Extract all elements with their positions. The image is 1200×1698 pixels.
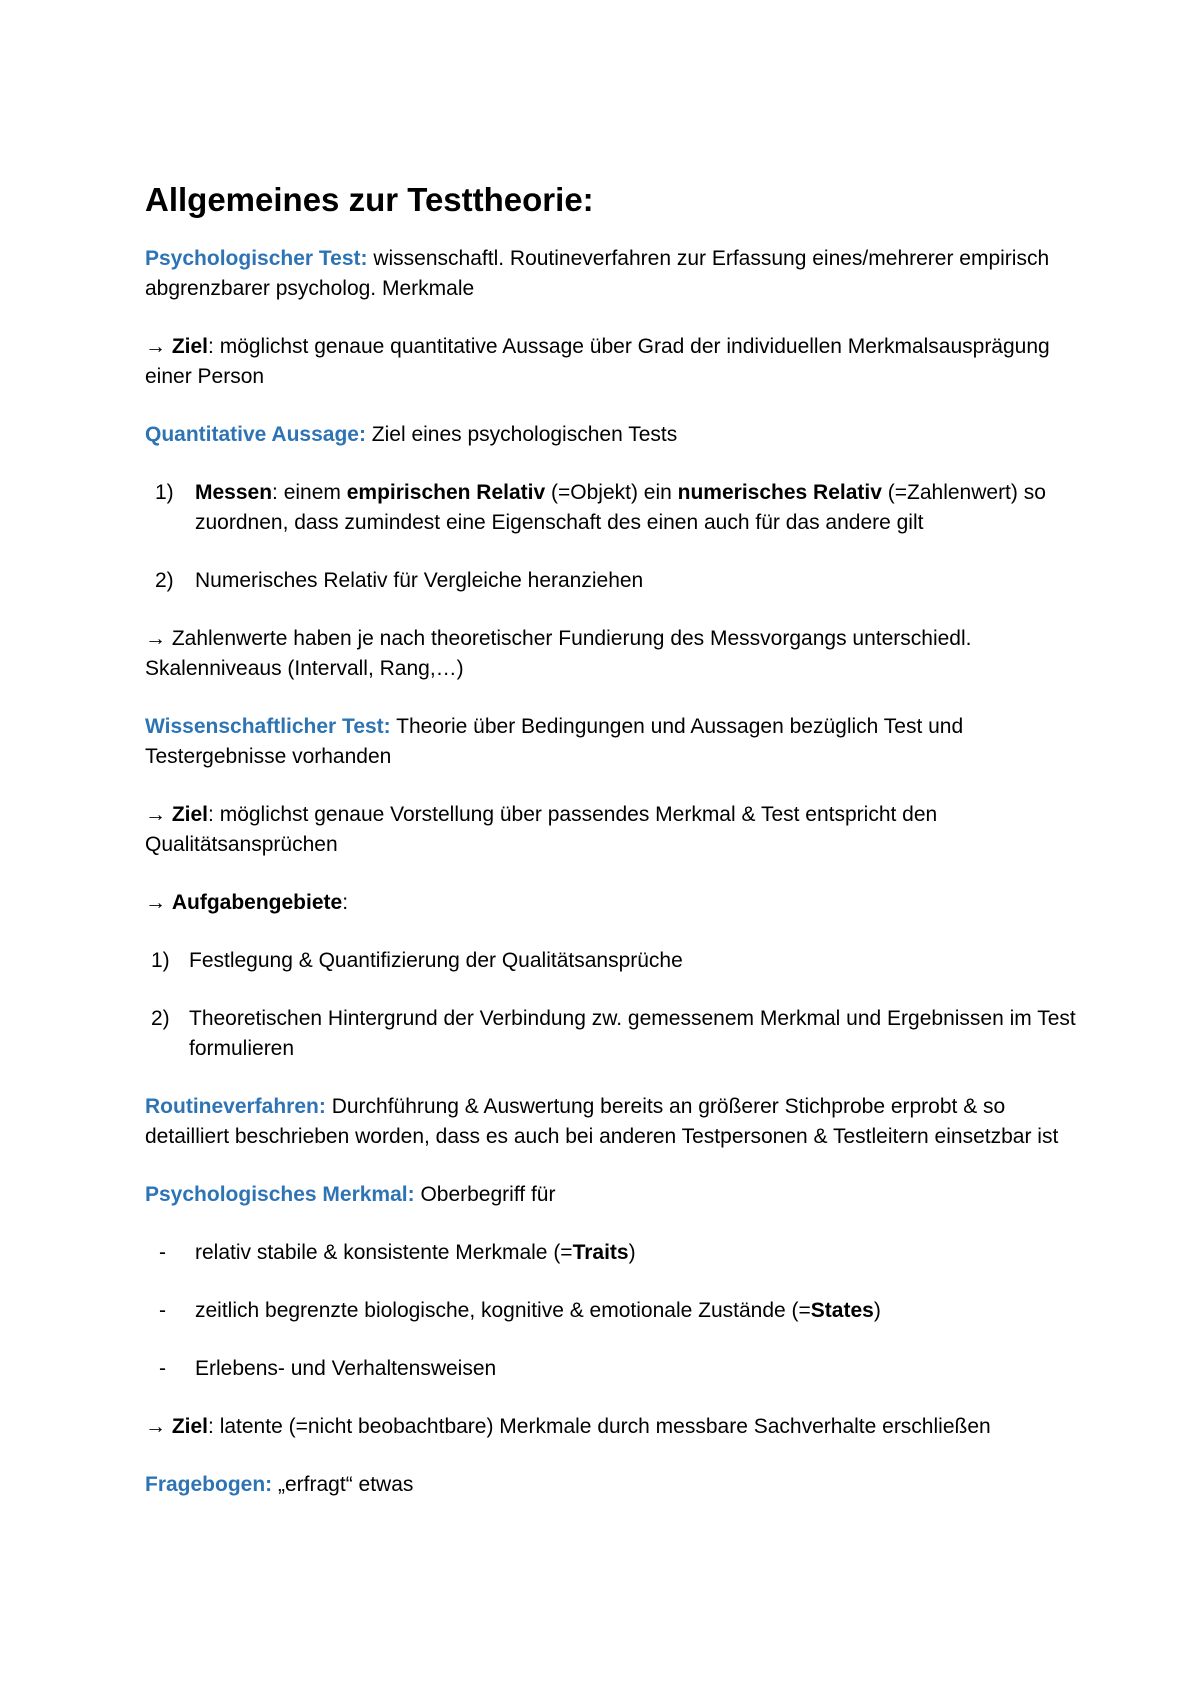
messen-label: Messen [195,481,273,504]
list-text: zeitlich begrenzte biologische, kognitive & emotionale Zustände (= [195,1299,811,1322]
dash-bullet: - [159,1357,166,1380]
numerisches-relativ: numerisches Relativ [677,481,882,504]
ziel-text: : möglichst genaue Vorstellung über passendes Merkmal & Test entspricht den Qualitätsansprüchen [145,803,938,856]
list-number: 2) [155,569,174,592]
ziel-note-1 [145,332,1085,392]
list-text: : einem [272,481,347,504]
list-text: Numerisches Relativ für Vergleiche heranziehen [195,569,644,592]
list-text: Theoretischen Hintergrund der Verbindung zw. gemessenem Merkmal und Ergebnissen im Test formulieren [189,1007,1076,1060]
definition-fragebogen [145,1470,1085,1500]
list-text: Erlebens- und Verhaltensweisen [195,1357,497,1380]
ziel-label: Ziel [171,1415,209,1438]
note-text: Zahlenwerte haben je nach theoretischer Fundierung des Messvorgangs unterschiedl. Skalenniveaus (Intervall, Rang,…) [145,627,972,680]
ziel-text: : möglichst genaue quantitative Aussage über Grad der individuellen Merkmalsausprägung einer Person [145,335,1050,388]
states-term: States [810,1299,874,1322]
list-text: (=Objekt) ein [545,481,678,504]
definition-psychologisches-merkmal [145,1180,1085,1210]
list-text: ) [628,1241,636,1264]
list-number: 1) [155,481,174,504]
term-psychologisches-merkmal: Psychologisches Merkmal: [145,1183,415,1206]
messen-list [145,478,1085,596]
term-quantitative-aussage: Quantitative Aussage: [145,423,366,446]
aufgabengebiete-list [145,946,1085,1064]
page-title: Allgemeines zur Testtheorie: [145,181,594,218]
ziel-text: : latente (=nicht beobachtbare) Merkmale durch messbare Sachverhalte erschließen [208,1415,991,1438]
definition-text: Oberbegriff für [414,1183,556,1206]
list-item [145,1238,1085,1268]
arrow-icon: → [145,1415,166,1438]
definition-text: Theorie über Bedingungen und Aussagen bezüglich Test und Testergebnisse vorhanden [145,715,964,768]
list-item [145,946,1085,976]
list-text: relativ stabile & konsistente Merkmale (= [195,1241,573,1264]
colon: : [342,891,349,914]
ziel-label: Ziel [171,803,209,826]
term-routineverfahren: Routineverfahren: [145,1095,326,1118]
list-item [145,478,1085,538]
zahlenwerte-note [145,624,1085,684]
list-item [145,1296,1085,1326]
definition-text: Ziel eines psychologischen Tests [365,423,678,446]
empirisches-relativ: empirischen Relativ [346,481,546,504]
list-text: Festlegung & Quantifizierung der Qualitätsansprüche [189,949,683,972]
definition-quantitative-aussage [145,420,1085,450]
definition-text: „erfragt“ etwas [272,1473,414,1496]
list-item [145,1004,1085,1064]
aufgabengebiete-label: Aufgabengebiete [171,891,343,914]
list-text: (=Zahlenwert) so zuordnen, dass zumindest eine Eigenschaft des einen auch für das andere gilt [195,481,1046,534]
dash-bullet: - [159,1299,166,1322]
definition-text: Durchführung & Auswertung bereits an größerer Stichprobe erprobt & so detailliert beschrieben worden, dass es auch bei anderen Testpersonen & Testleitern einsetzbar ist [145,1095,1059,1148]
list-number: 2) [151,1007,170,1030]
term-wissenschaftlicher-test: Wissenschaftlicher Test: [145,715,391,738]
ziel-label: Ziel [171,335,209,358]
term-fragebogen: Fragebogen: [145,1473,273,1496]
ziel-note-3 [145,1412,1085,1442]
merkmal-list [145,1238,1085,1384]
ziel-note-2 [145,800,1085,860]
aufgabengebiete-heading [145,888,1085,918]
definition-psychologischer-test [145,244,1085,304]
dash-bullet: - [159,1241,166,1264]
term-psychologischer-test: Psychologischer Test: [145,247,368,270]
definition-text: wissenschaftl. Routineverfahren zur Erfassung eines/mehrerer empirisch abgrenzbarer psycholog. Merkmale [145,247,1050,300]
arrow-icon: → [145,335,166,358]
list-item [145,1354,1085,1384]
definition-routineverfahren [145,1092,1085,1152]
arrow-icon: → [145,891,166,914]
definition-wissenschaftlicher-test [145,712,1085,772]
list-text: ) [873,1299,881,1322]
list-item [145,566,1085,596]
list-number: 1) [151,949,170,972]
document-content [145,180,1085,1528]
arrow-icon: → [145,803,166,826]
arrow-icon: → [145,627,166,650]
traits-term: Traits [572,1241,629,1264]
